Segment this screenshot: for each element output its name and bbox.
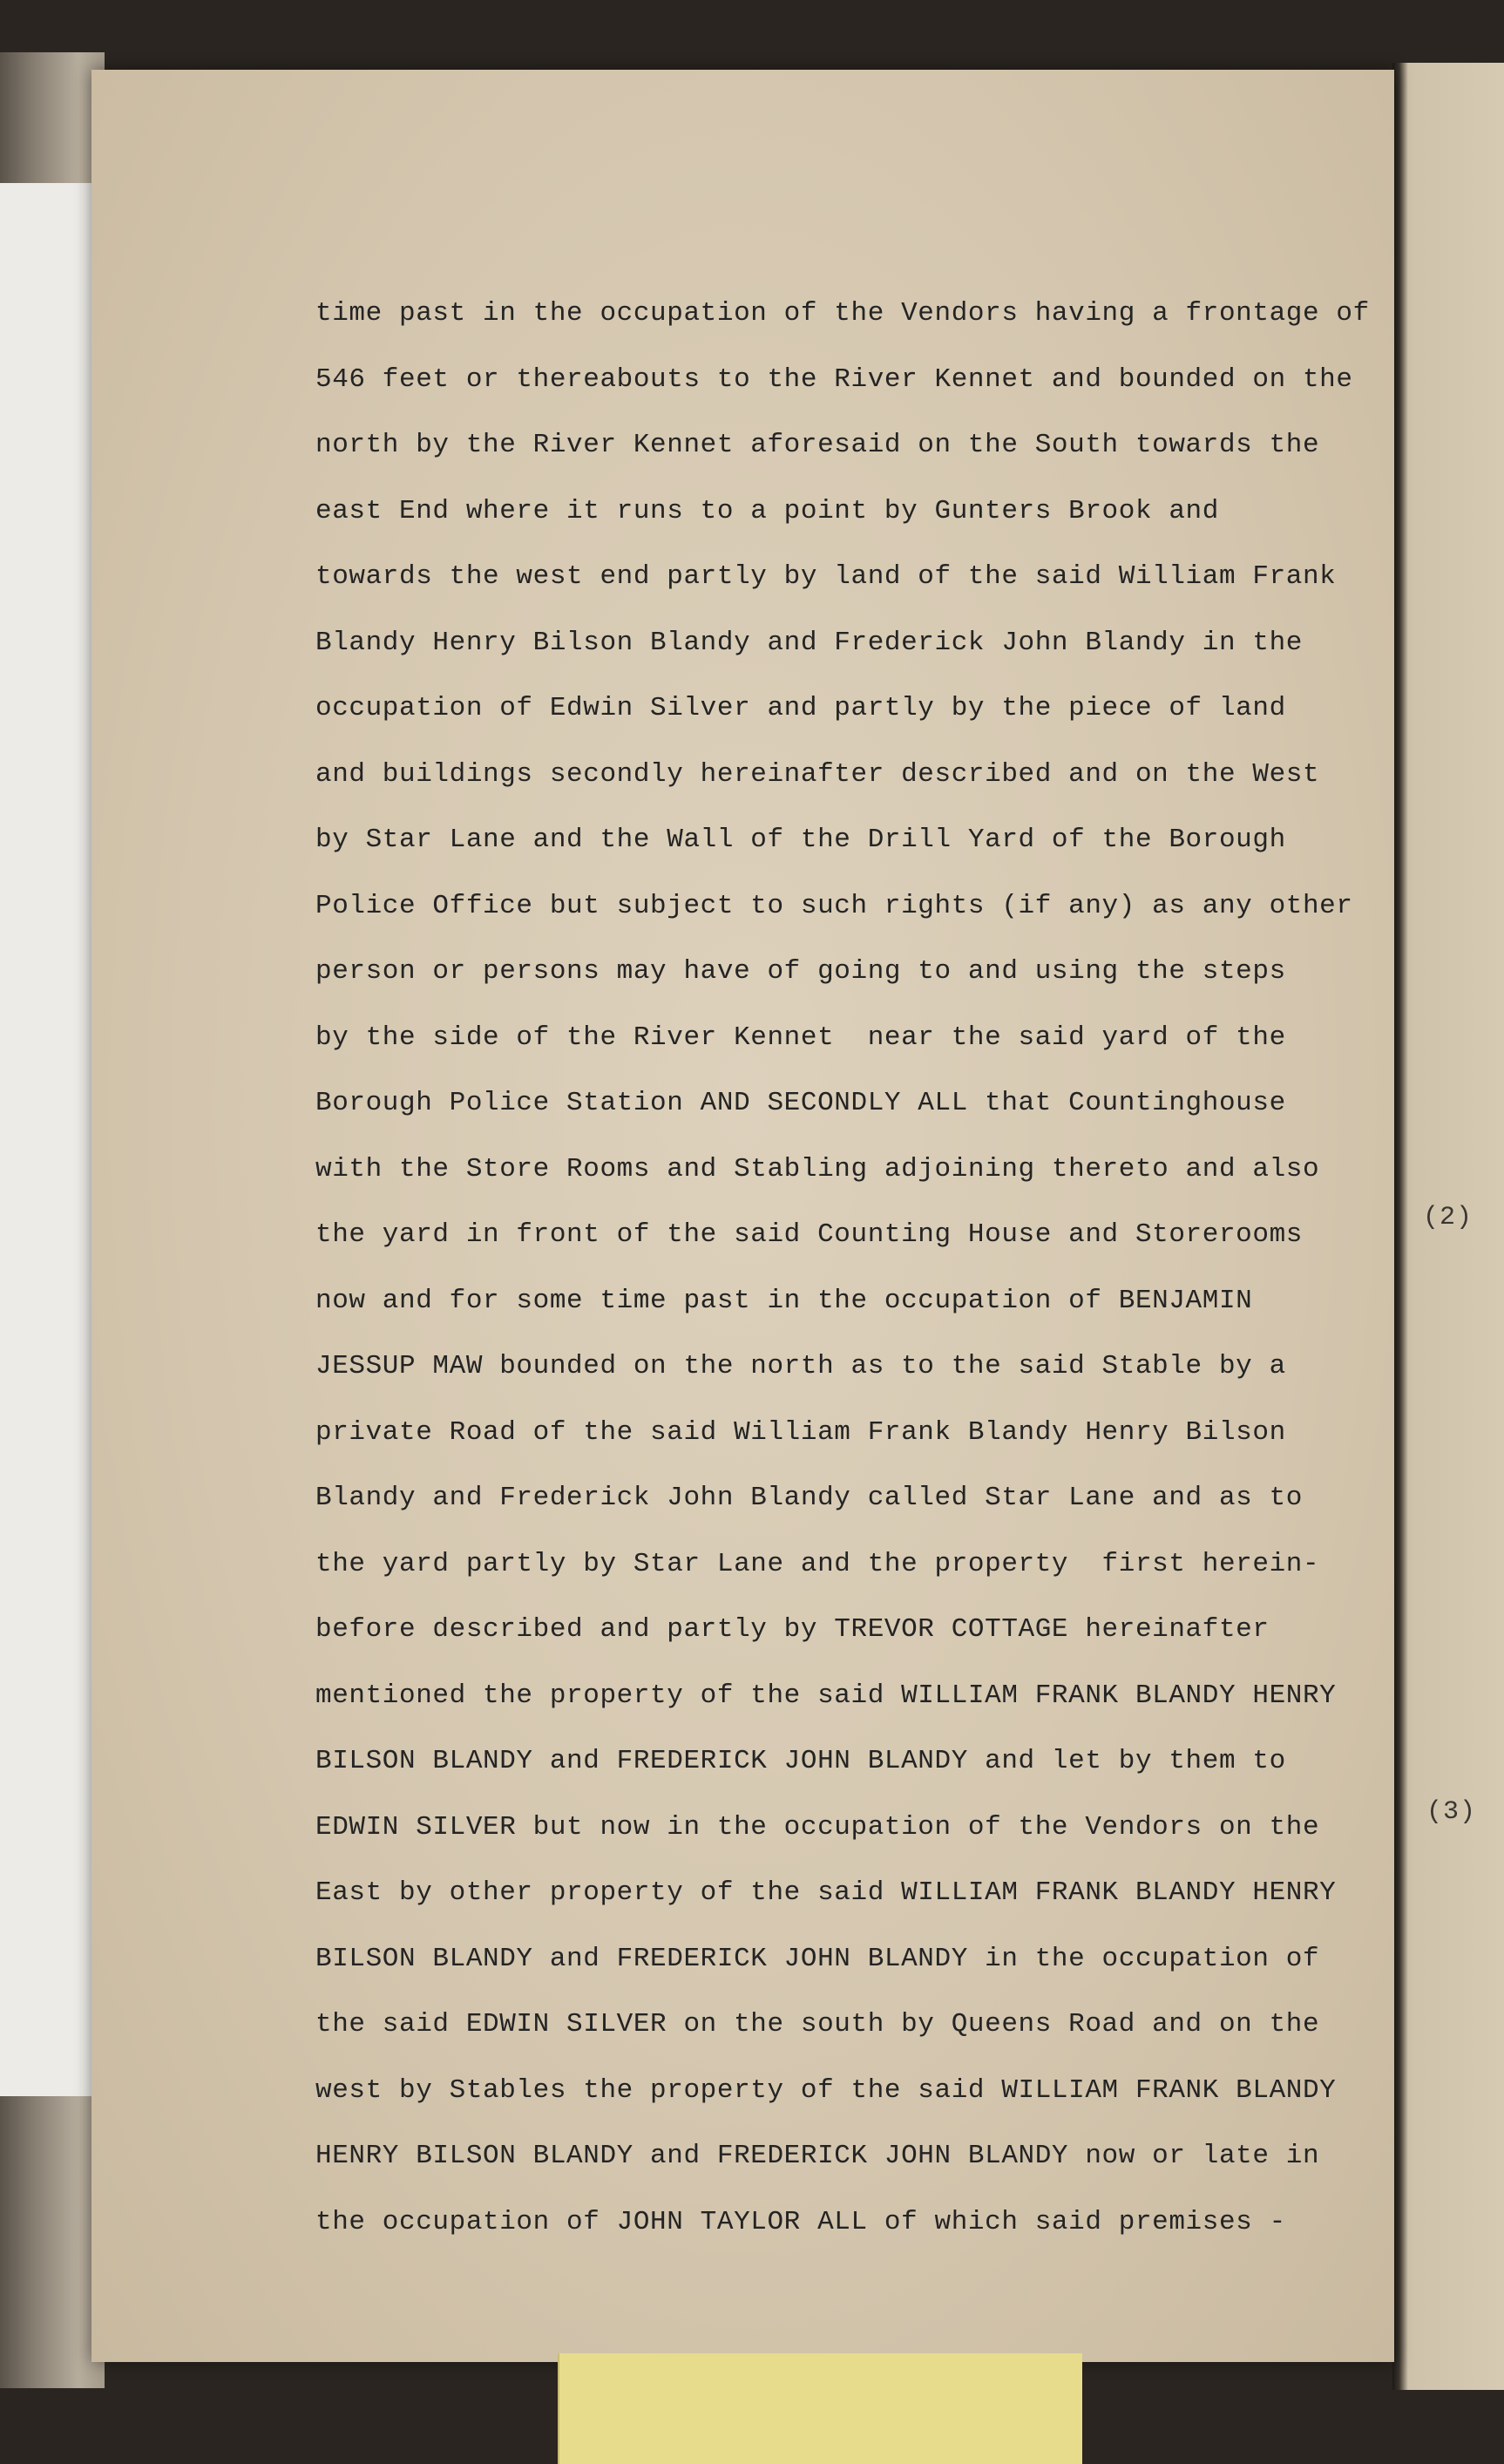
margin-note-3: (3) xyxy=(1426,1797,1477,1827)
text-line: before described and partly by TREVOR COTTAGE hereinafter xyxy=(315,1614,1270,1645)
text-line: now and for some time past in the occupation of BENJAMIN xyxy=(315,1285,1253,1316)
text-line: east End where it runs to a point by Gunters Brook and xyxy=(315,495,1219,526)
text-line: Borough Police Station AND SECONDLY ALL that Countinghouse xyxy=(315,1088,1286,1118)
text-line: BILSON BLANDY and FREDERICK JOHN BLANDY and let by them to xyxy=(315,1746,1286,1776)
typed-text-block xyxy=(315,281,1387,2255)
text-line: JESSUP MAW bounded on the north as to the said Stable by a xyxy=(315,1351,1286,1381)
text-line: north by the River Kennet aforesaid on the South towards the xyxy=(315,430,1320,460)
text-line: 546 feet or thereabouts to the River Kennet and bounded on the xyxy=(315,363,1353,395)
text-line: mentioned the property of the said WILLIAM FRANK BLANDY HENRY xyxy=(315,1680,1337,1711)
text-line: Police Office but subject to such rights (if any) as any other xyxy=(315,890,1353,921)
text-line: towards the west end partly by land of the said William Frank xyxy=(315,561,1337,592)
text-line: the yard partly by Star Lane and the property first herein- xyxy=(315,1548,1320,1579)
margin-note-2: (2) xyxy=(1423,1203,1474,1232)
text-line: occupation of Edwin Silver and partly by the piece of land xyxy=(315,693,1286,723)
text-line: time past in the occupation of the Vendors having a frontage of xyxy=(315,298,1370,329)
text-line: Blandy and Frederick John Blandy called Star Lane and as to xyxy=(315,1483,1303,1513)
text-line: by Star Lane and the Wall of the Drill Yard of the Borough xyxy=(315,825,1286,855)
text-line: East by other property of the said WILLIAM FRANK BLANDY HENRY xyxy=(315,1877,1337,1908)
text-line: person or persons may have of going to and using the steps xyxy=(315,956,1286,987)
text-line: private Road of the said William Frank Blandy Henry Bilson xyxy=(315,1416,1286,1448)
text-line: west by Stables the property of the said WILLIAM FRANK BLANDY xyxy=(315,2074,1337,2106)
text-line: the yard in front of the said Counting House and Storerooms xyxy=(315,1219,1303,1250)
text-line: by the side of the River Kennet near the said yard of the xyxy=(315,1022,1286,1053)
text-line: with the Store Rooms and Stabling adjoining thereto and also xyxy=(315,1153,1320,1184)
text-line: HENRY BILSON BLANDY and FREDERICK JOHN BLANDY now or late in xyxy=(315,2141,1320,2171)
text-line: the occupation of JOHN TAYLOR ALL of which said premises - xyxy=(315,2206,1286,2237)
text-line: and buildings secondly hereinafter described and on the West xyxy=(315,758,1320,790)
text-line: EDWIN SILVER but now in the occupation of the Vendors on the xyxy=(315,1811,1320,1843)
text-line: BILSON BLANDY and FREDERICK JOHN BLANDY in the occupation of xyxy=(315,1943,1320,1974)
yellow-sticky-note xyxy=(558,2353,1082,2464)
text-line: the said EDWIN SILVER on the south by Queens Road and on the xyxy=(315,2009,1320,2040)
text-line: Blandy Henry Bilson Blandy and Frederick John Blandy in the xyxy=(315,627,1303,658)
